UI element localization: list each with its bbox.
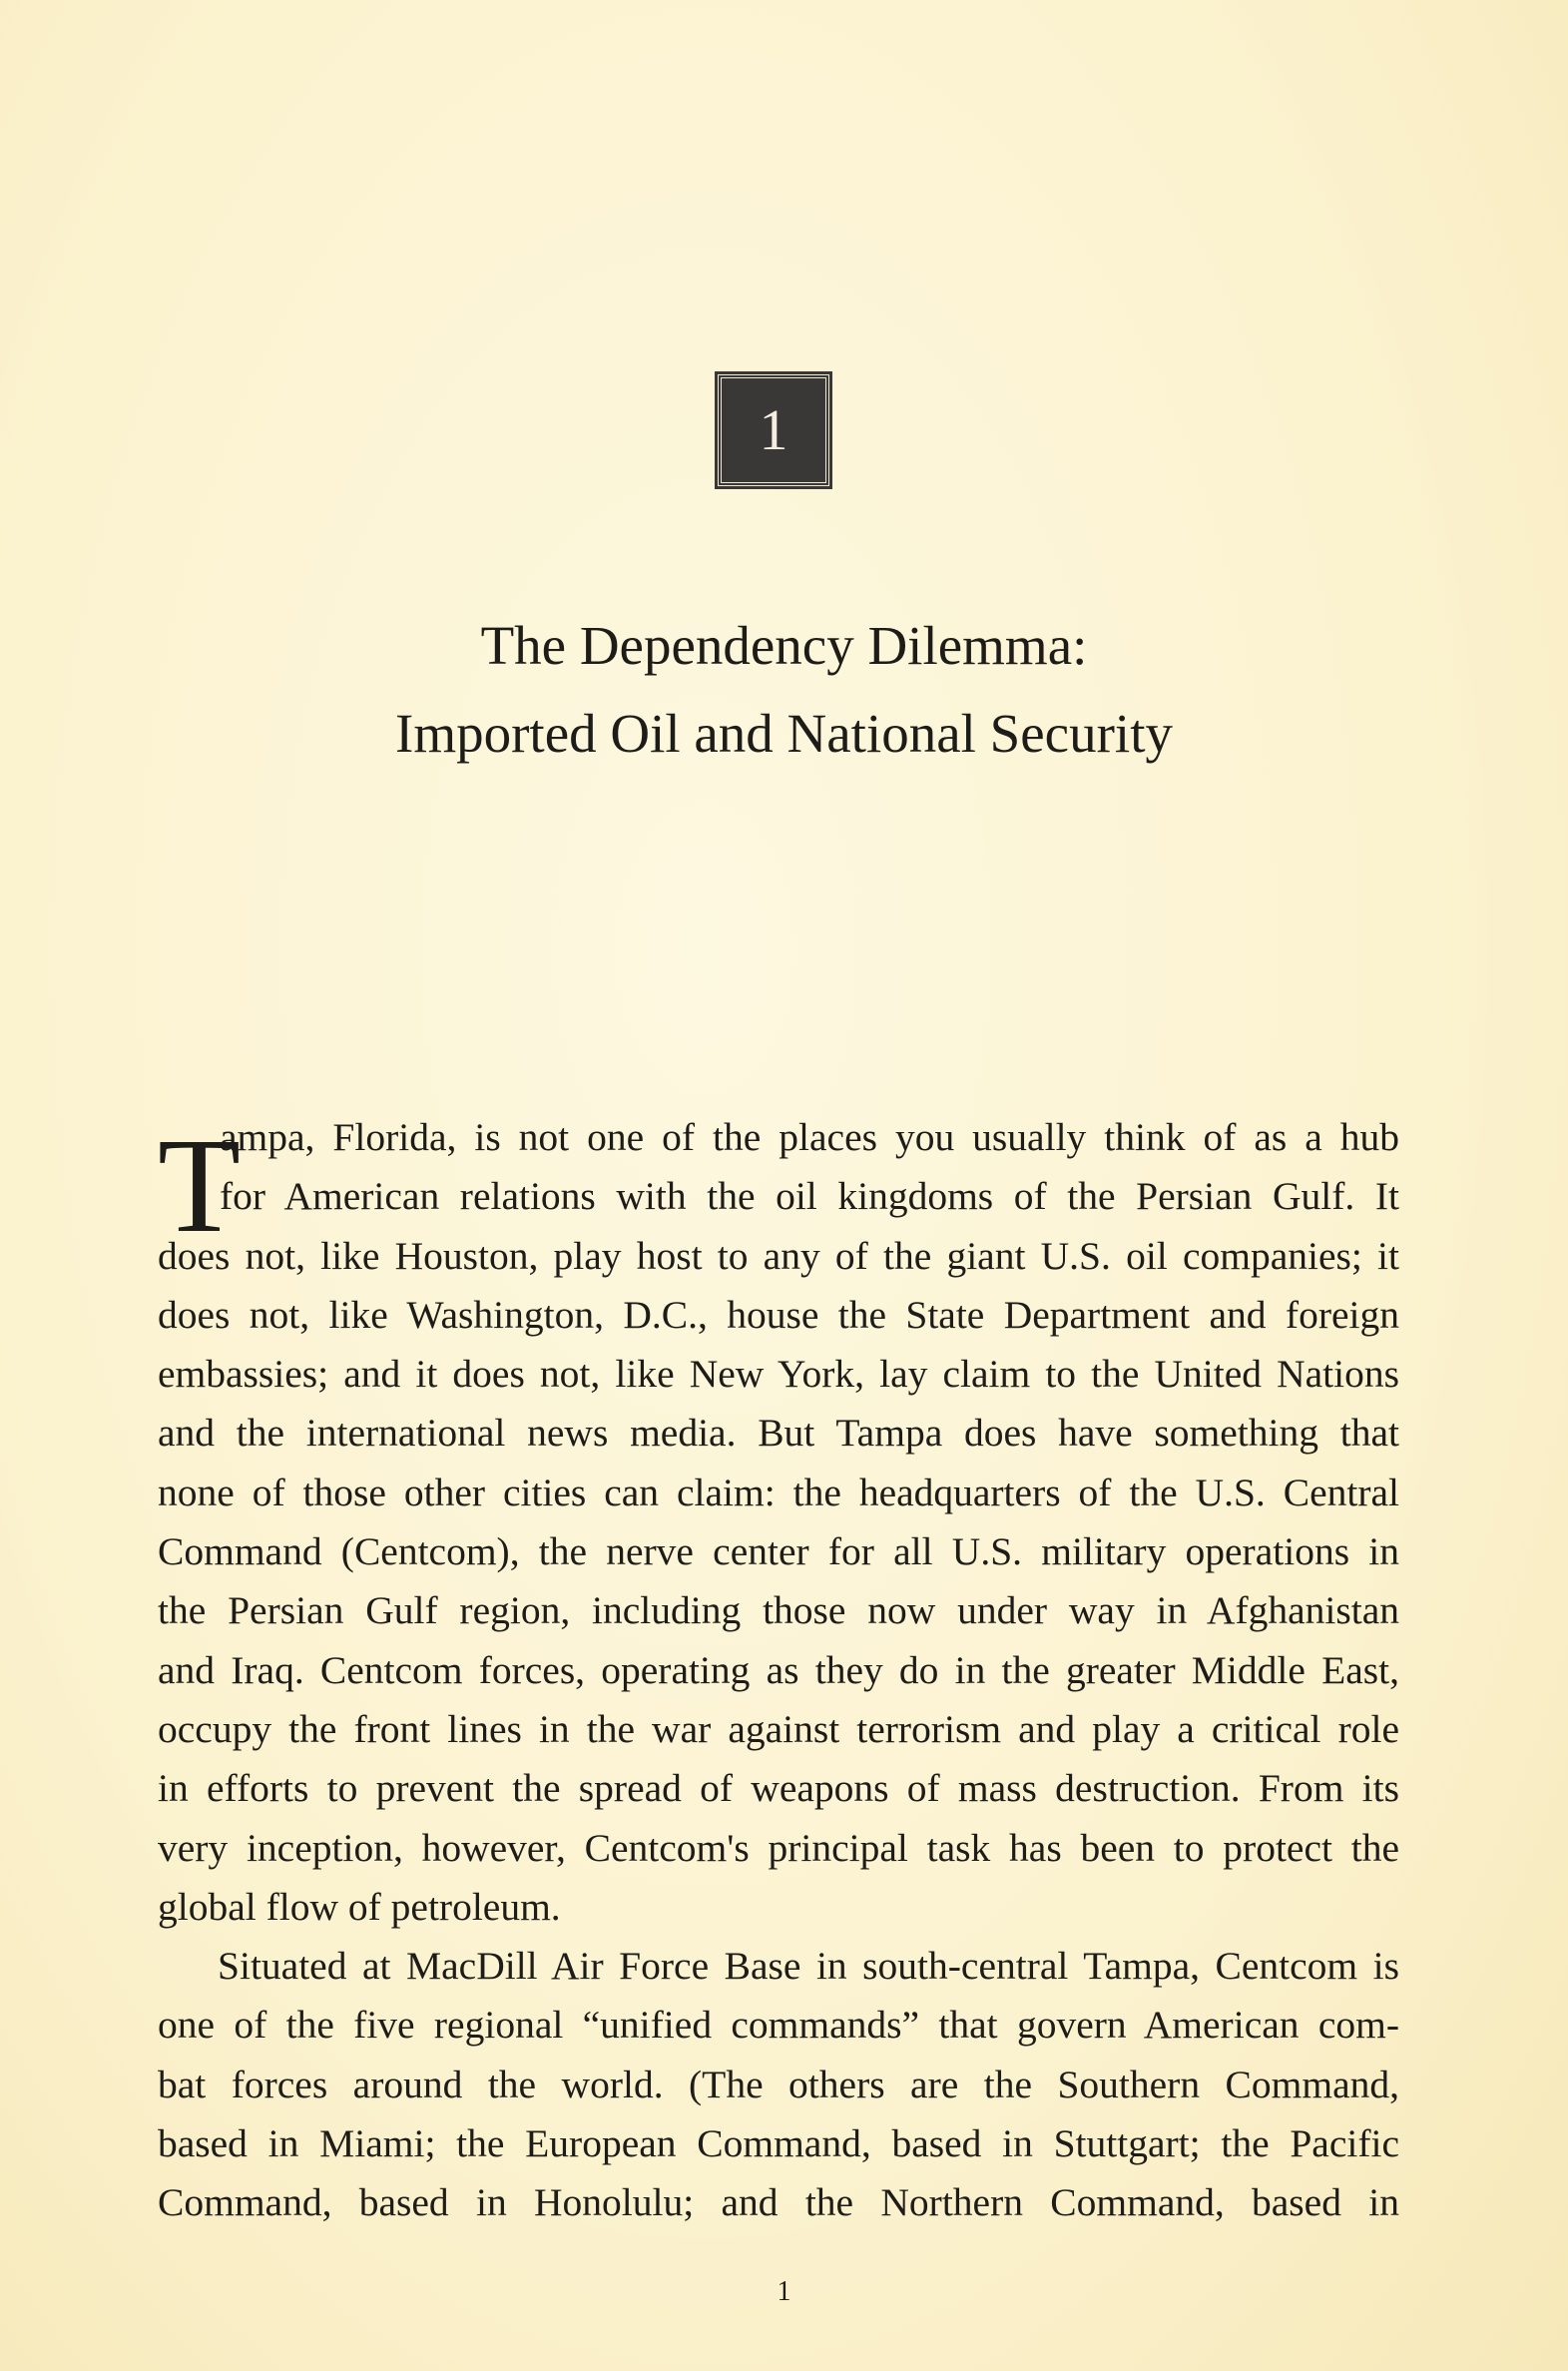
text-line: none of those other cities can claim: the headquarters of the U.S. Central [158, 1470, 1399, 1514]
text-line: based in Miami; the European Command, based in Stuttgart; the Pacific [158, 2121, 1399, 2166]
text-line: ampa, Florida, is not one of the places you usually think of as a hub [220, 1115, 1399, 1159]
page-number: 1 [777, 2276, 791, 2307]
text-line: very inception, however, Centcom's principal task has been to protect the [158, 1825, 1399, 1870]
text-line: occupy the front lines in the war against terrorism and play a critical role [158, 1706, 1399, 1751]
text-line: and Iraq. Centcom forces, operating as they do in the greater Middle East, [158, 1647, 1399, 1692]
text-line: Command (Centcom), the nerve center for all U.S. military operations in [158, 1529, 1399, 1574]
text-line: Command, based in Honolulu; and the Northern Command, based in [158, 2180, 1399, 2225]
chapter-number-box [718, 374, 829, 486]
text-line: and the international news media. But Tampa does have something that [158, 1411, 1399, 1456]
text-line: does not, like Washington, D.C., house the State Department and foreign [158, 1292, 1399, 1337]
text-line: the Persian Gulf region, including those now under way in Afghanistan [158, 1588, 1399, 1633]
text-line: embassies; and it does not, like New York, lay claim to the United Nations [158, 1352, 1399, 1397]
text-line: for American relations with the oil kingdoms of the Persian Gulf. It [220, 1174, 1399, 1219]
text-line: one of the five regional “unified commands” that govern American com- [158, 2003, 1399, 2048]
chapter-number: 1 [759, 397, 788, 462]
text-line: in efforts to prevent the spread of weapons of mass destruction. From its [158, 1766, 1399, 1811]
text-line: bat forces around the world. (The others are the Southern Command, [158, 2062, 1399, 2106]
drop-cap: T [158, 1111, 242, 1261]
text-line: global flow of petroleum. [158, 1884, 561, 1929]
chapter-title-line-2: Imported Oil and National Security [395, 703, 1173, 764]
chapter-title-line-1: The Dependency Dilemma: [480, 615, 1088, 676]
text-line: does not, like Houston, play host to any of the giant U.S. oil companies; it [158, 1233, 1399, 1278]
text-line: Situated at MacDill Air Force Base in south-central Tampa, Centcom is [218, 1944, 1399, 1989]
body-text [158, 1108, 1399, 2233]
chapter-title [0, 602, 1568, 778]
